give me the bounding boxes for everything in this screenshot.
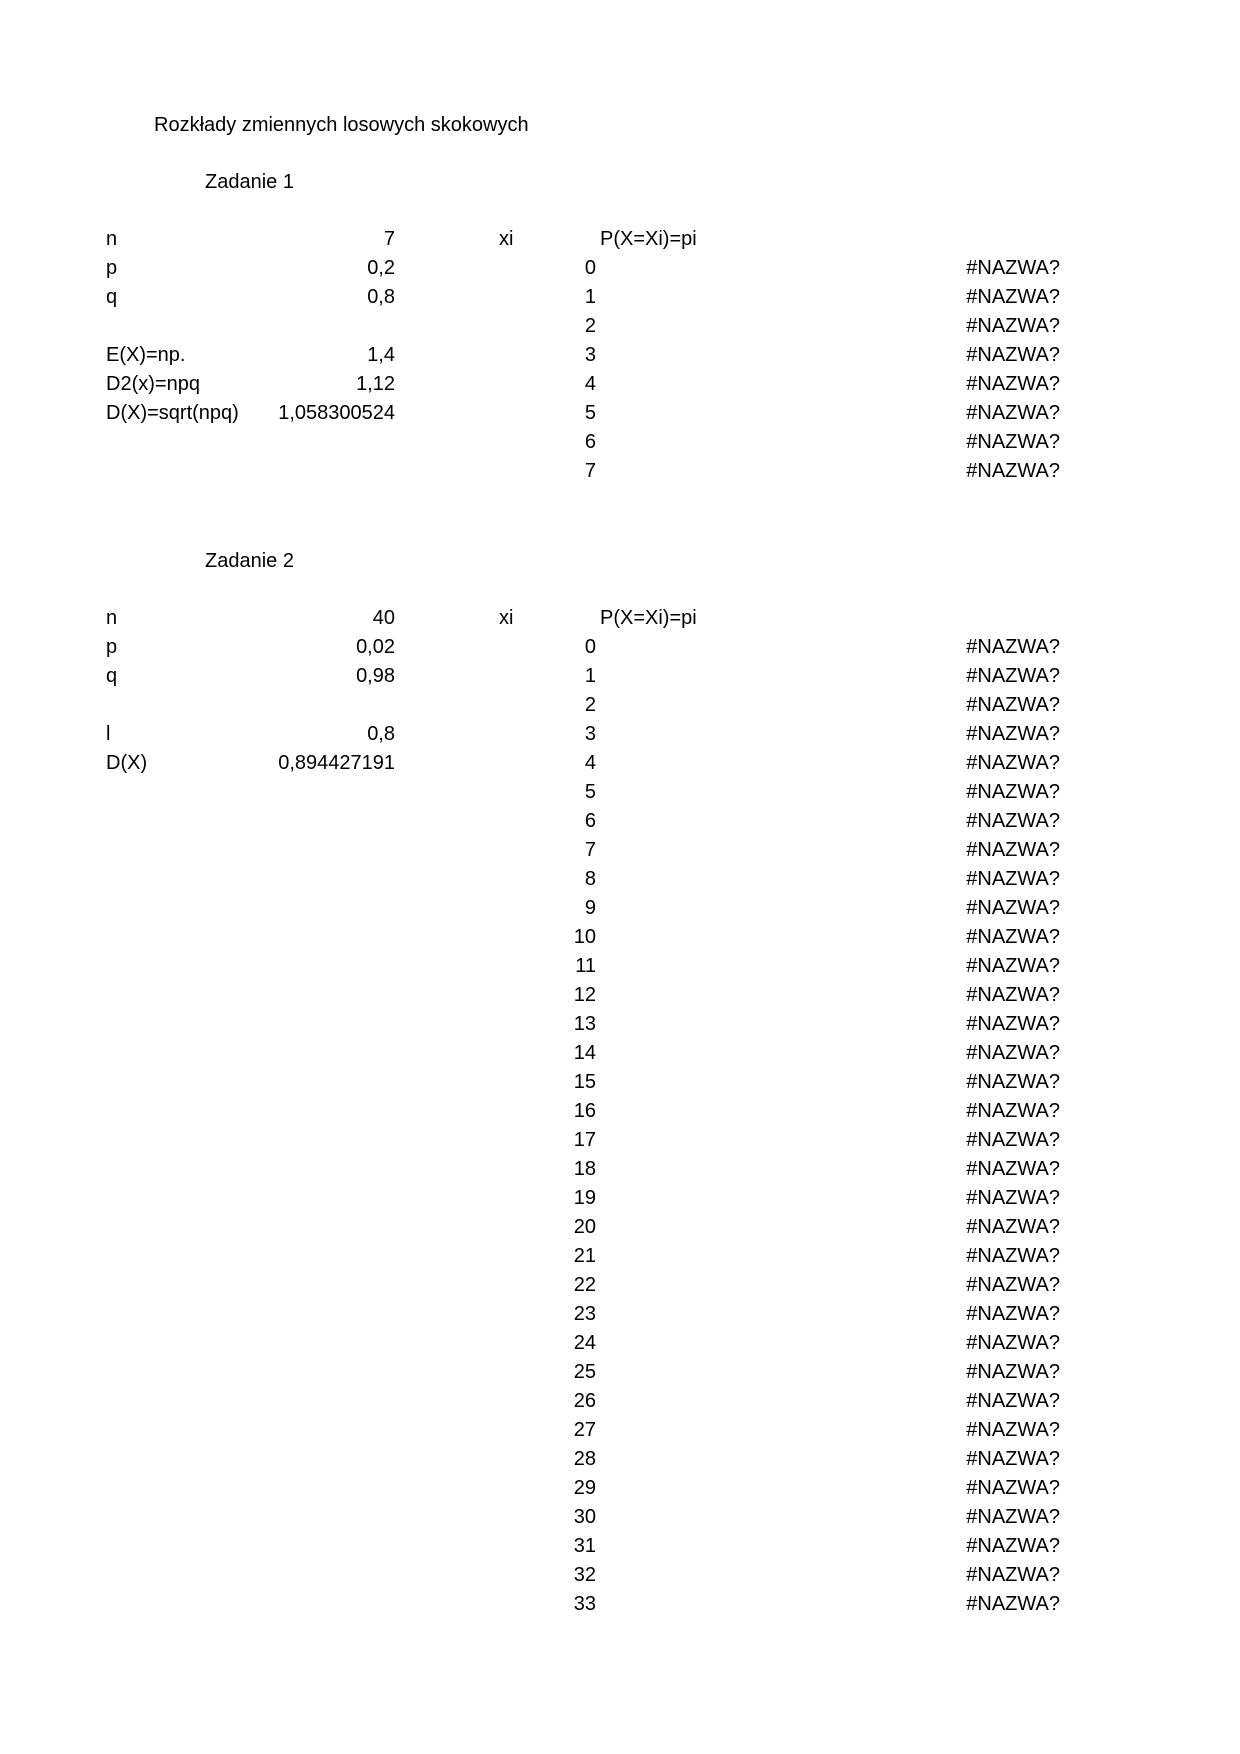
pi-cell[interactable]: #NAZWA?	[966, 839, 1060, 861]
xi-cell[interactable]: 3	[584, 723, 596, 745]
table-row	[0, 1476, 1240, 1505]
pi-cell[interactable]: #NAZWA?	[966, 344, 1060, 366]
pi-cell[interactable]: #NAZWA?	[966, 636, 1060, 658]
table-row	[0, 983, 1240, 1012]
pi-cell[interactable]: #NAZWA?	[966, 752, 1060, 774]
param-label[interactable]: q	[106, 665, 118, 687]
param-label[interactable]: D(X)	[106, 752, 148, 774]
xi-cell[interactable]: 12	[573, 984, 596, 1006]
pi-header: P(X=Xi)=pi	[600, 228, 697, 250]
pi-cell[interactable]: #NAZWA?	[966, 286, 1060, 308]
xi-cell[interactable]: 2	[584, 315, 596, 337]
pi-cell[interactable]: #NAZWA?	[966, 1158, 1060, 1180]
xi-cell[interactable]: 27	[573, 1419, 596, 1441]
xi-cell[interactable]: 32	[573, 1564, 596, 1586]
table-row	[0, 1505, 1240, 1534]
table-row	[0, 780, 1240, 809]
table-row	[0, 722, 1240, 751]
param-label[interactable]: D2(x)=npq	[106, 373, 200, 395]
table-row	[0, 1012, 1240, 1041]
table-row	[0, 1534, 1240, 1563]
param-label[interactable]: D(X)=sqrt(npq)	[106, 402, 239, 424]
pi-cell[interactable]: #NAZWA?	[966, 810, 1060, 832]
xi-cell[interactable]: 22	[573, 1274, 596, 1296]
pi-cell[interactable]: #NAZWA?	[966, 431, 1060, 453]
table-row	[0, 1157, 1240, 1186]
xi-cell[interactable]: 1	[584, 286, 596, 308]
table-row	[0, 372, 1240, 401]
pi-cell[interactable]: #NAZWA?	[966, 1390, 1060, 1412]
table-row	[0, 1099, 1240, 1128]
xi-cell[interactable]: 16	[573, 1100, 596, 1122]
param-value[interactable]: 1,4	[367, 344, 395, 366]
table-row	[0, 635, 1240, 664]
pi-cell[interactable]: #NAZWA?	[966, 1013, 1060, 1035]
table-row	[0, 1186, 1240, 1215]
param-value[interactable]: 0,8	[367, 723, 395, 745]
pi-cell[interactable]: #NAZWA?	[966, 665, 1060, 687]
param-value[interactable]: 0,894427191	[278, 752, 395, 774]
table-row	[0, 896, 1240, 925]
xi-cell[interactable]: 18	[573, 1158, 596, 1180]
table-row	[0, 1418, 1240, 1447]
param-value[interactable]: 1,12	[356, 373, 395, 395]
table-row	[0, 1273, 1240, 1302]
pi-cell[interactable]: #NAZWA?	[966, 1303, 1060, 1325]
table-row	[0, 693, 1240, 722]
pi-cell[interactable]: #NAZWA?	[966, 694, 1060, 716]
table-row	[0, 1041, 1240, 1070]
pi-cell[interactable]: #NAZWA?	[966, 1187, 1060, 1209]
table-row	[0, 1331, 1240, 1360]
xi-cell[interactable]: 25	[573, 1361, 596, 1383]
pi-cell[interactable]: #NAZWA?	[966, 1448, 1060, 1470]
table-row	[0, 867, 1240, 896]
pi-cell[interactable]: #NAZWA?	[966, 1332, 1060, 1354]
pi-cell[interactable]: #NAZWA?	[966, 1129, 1060, 1151]
table-row	[0, 1592, 1240, 1621]
pi-cell[interactable]: #NAZWA?	[966, 1419, 1060, 1441]
table-row	[0, 285, 1240, 314]
pi-cell[interactable]: #NAZWA?	[966, 1071, 1060, 1093]
param-label[interactable]: l	[106, 723, 111, 745]
pi-cell[interactable]: #NAZWA?	[966, 402, 1060, 424]
xi-cell[interactable]: 24	[573, 1332, 596, 1354]
table-row	[0, 430, 1240, 459]
pi-cell[interactable]: #NAZWA?	[966, 1361, 1060, 1383]
xi-cell[interactable]: 19	[573, 1187, 596, 1209]
table-row	[0, 1563, 1240, 1592]
xi-cell[interactable]: 7	[584, 839, 596, 861]
param-label[interactable]: n	[106, 607, 118, 629]
table-row	[0, 1389, 1240, 1418]
param-value[interactable]: 0,98	[356, 665, 395, 687]
table-row	[0, 751, 1240, 780]
xi-cell[interactable]: 15	[573, 1071, 596, 1093]
param-label[interactable]: n	[106, 228, 118, 250]
param-label[interactable]: p	[106, 636, 118, 658]
table-row	[0, 838, 1240, 867]
xi-cell[interactable]: 6	[584, 431, 596, 453]
xi-cell[interactable]: 1	[584, 665, 596, 687]
section-heading: Zadanie 2	[205, 550, 294, 572]
pi-cell[interactable]: #NAZWA?	[966, 1593, 1060, 1615]
pi-cell[interactable]: #NAZWA?	[966, 1506, 1060, 1528]
param-value[interactable]: 7	[383, 228, 395, 250]
table-row	[0, 1302, 1240, 1331]
table-row	[0, 1447, 1240, 1476]
table-row	[0, 314, 1240, 343]
table-row	[0, 459, 1240, 488]
xi-cell[interactable]: 17	[573, 1129, 596, 1151]
pi-cell[interactable]: #NAZWA?	[966, 1216, 1060, 1238]
xi-cell[interactable]: 10	[573, 926, 596, 948]
param-value[interactable]: 0,8	[367, 286, 395, 308]
xi-cell[interactable]: 5	[584, 781, 596, 803]
pi-cell[interactable]: #NAZWA?	[966, 897, 1060, 919]
xi-cell[interactable]: 11	[575, 955, 596, 977]
section-heading: Zadanie 1	[205, 171, 294, 193]
xi-cell[interactable]: 6	[584, 810, 596, 832]
xi-cell[interactable]: 8	[584, 868, 596, 890]
pi-cell[interactable]: #NAZWA?	[966, 373, 1060, 395]
param-value[interactable]: 1,058300524	[278, 402, 395, 424]
param-value[interactable]: 40	[372, 607, 395, 629]
xi-cell[interactable]: 0	[584, 257, 596, 279]
table-row	[0, 664, 1240, 693]
xi-cell[interactable]: 21	[573, 1245, 596, 1267]
pi-cell[interactable]: #NAZWA?	[966, 460, 1060, 482]
xi-cell[interactable]: 5	[584, 402, 596, 424]
pi-cell[interactable]: #NAZWA?	[966, 315, 1060, 337]
xi-cell[interactable]: 33	[573, 1593, 596, 1615]
pi-cell[interactable]: #NAZWA?	[966, 1477, 1060, 1499]
param-label[interactable]: p	[106, 257, 118, 279]
xi-cell[interactable]: 31	[573, 1535, 596, 1557]
pi-cell[interactable]: #NAZWA?	[966, 868, 1060, 890]
table-row	[0, 401, 1240, 430]
table-row	[0, 1128, 1240, 1157]
param-label[interactable]: E(X)=np.	[106, 344, 186, 366]
xi-cell[interactable]: 9	[584, 897, 596, 919]
xi-cell[interactable]: 2	[584, 694, 596, 716]
xi-cell[interactable]: 14	[573, 1042, 596, 1064]
xi-header: xi	[499, 228, 514, 250]
table-row	[0, 954, 1240, 983]
table-row	[0, 256, 1240, 285]
xi-cell[interactable]: 20	[573, 1216, 596, 1238]
param-value[interactable]: 0,2	[367, 257, 395, 279]
xi-header: xi	[499, 607, 514, 629]
table-row	[0, 343, 1240, 372]
document-title: Rozkłady zmiennych losowych skokowych	[154, 114, 529, 136]
xi-cell[interactable]: 4	[584, 752, 596, 774]
xi-cell[interactable]: 13	[573, 1013, 596, 1035]
table-row	[0, 809, 1240, 838]
xi-cell[interactable]: 23	[573, 1303, 596, 1325]
pi-cell[interactable]: #NAZWA?	[966, 723, 1060, 745]
xi-cell[interactable]: 3	[584, 344, 596, 366]
table-row	[0, 1244, 1240, 1273]
xi-cell[interactable]: 4	[584, 373, 596, 395]
pi-cell[interactable]: #NAZWA?	[966, 926, 1060, 948]
pi-cell[interactable]: #NAZWA?	[966, 1535, 1060, 1557]
pi-cell[interactable]: #NAZWA?	[966, 1100, 1060, 1122]
pi-header: P(X=Xi)=pi	[600, 607, 697, 629]
param-label[interactable]: q	[106, 286, 118, 308]
pi-cell[interactable]: #NAZWA?	[966, 1042, 1060, 1064]
xi-cell[interactable]: 26	[573, 1390, 596, 1412]
xi-cell[interactable]: 29	[573, 1477, 596, 1499]
xi-cell[interactable]: 30	[573, 1506, 596, 1528]
table-row	[0, 1070, 1240, 1099]
param-value[interactable]: 0,02	[356, 636, 395, 658]
table-row	[0, 1360, 1240, 1389]
xi-cell[interactable]: 7	[584, 460, 596, 482]
pi-cell[interactable]: #NAZWA?	[966, 781, 1060, 803]
pi-cell[interactable]: #NAZWA?	[966, 1245, 1060, 1267]
pi-cell[interactable]: #NAZWA?	[966, 1274, 1060, 1296]
pi-cell[interactable]: #NAZWA?	[966, 955, 1060, 977]
xi-cell[interactable]: 0	[584, 636, 596, 658]
table-row	[0, 1215, 1240, 1244]
xi-cell[interactable]: 28	[573, 1448, 596, 1470]
pi-cell[interactable]: #NAZWA?	[966, 984, 1060, 1006]
pi-cell[interactable]: #NAZWA?	[966, 1564, 1060, 1586]
table-row	[0, 925, 1240, 954]
pi-cell[interactable]: #NAZWA?	[966, 257, 1060, 279]
